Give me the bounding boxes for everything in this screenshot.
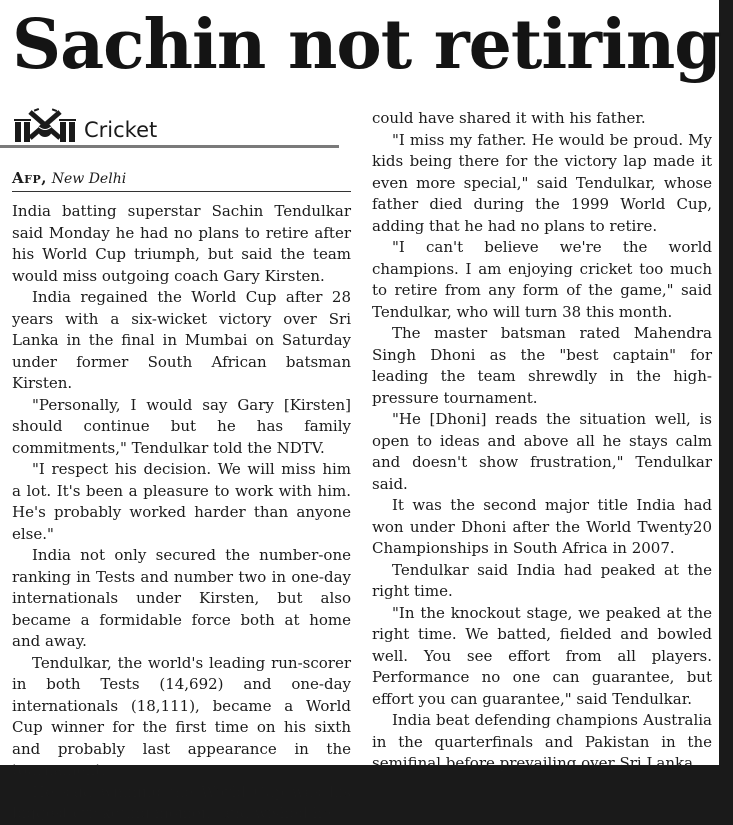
section-divider [0,145,339,148]
paragraph: "I can't believe we're the world champions. I am enjoying cricket too much to retire from any form of the game," said Tendulkar, who will turn 38 this month. [372,238,712,321]
paragraph: could have shared it with his father. [372,109,646,127]
paragraph: He said winning the World Cup was his biggest cricketing moment and wished he [12,782,351,822]
paragraph: Tendulkar said India had peaked at the right time. [372,560,712,600]
headline: Sachin not retiring [12,5,721,85]
byline-agency: Afp, [12,169,47,187]
byline [12,168,126,189]
paragraph: "In the knockout stage, we peaked at the right time. We batted, fielded and bowled well. You see effort from all players. Performance no one can guarantee, but effort you can guarantee," said Tendulkar. [372,603,712,708]
paragraph: India not only secured the number-one ranking in Tests and number two in one-day internationals under Kirsten, but also became a formidable force both at home and away. [12,546,351,650]
paragraph: "He [Dhoni] reads the situation well, is open to ideas and above all he stays calm and doesn't show frustration," Tendulkar said. [372,410,712,493]
byline-location: New Delhi [51,171,127,187]
paragraph: India batting superstar Sachin Tendulkar said Monday he had no plans to retire after his World Cup triumph, but said the team would miss outgoing coach Gary Kirsten. [12,202,351,285]
paragraph: Tendulkar, the world's leading run-scorer in both Tests (14,692) and one-day internationals (18,111), became a World Cup winner for the first time on his sixth and probably last appearance in the tournament. [12,653,351,779]
paragraph: "I respect his decision. We will miss him a lot. It's been a pleasure to work with him. He's probably worked harder than anyone else." [12,460,351,543]
cricket-logo-icon [12,108,80,144]
paragraph: India beat defending champions Australia in the quarterfinals and Pakistan in the semifinal before prevailing over Sri Lanka. [372,711,712,772]
paragraph: India regained the World Cup after 28 years with a six-wicket victory over Sri Lanka in the final in Mumbai on Saturday under former South African batsman Kirsten. [12,288,351,392]
paragraph: It was the second major title India had won under Dhoni after the World Twenty20 Championships in South Africa in 2007. [372,496,712,557]
article-column-left [12,201,351,825]
byline-divider [12,191,351,192]
paragraph: "Personally, I would say Gary [Kirsten] should continue but he has family commitments," Tendulkar told the NDTV. [12,395,351,457]
article-column-right [372,108,712,775]
section-header [12,108,351,148]
section-label: Cricket [84,118,158,142]
paragraph: The master batsman rated Mahendra Singh Dhoni as the "best captain" for leading the team shrewdly in the high-pressure tournament. [372,324,712,407]
paragraph: "I miss my father. He would be proud. My kids being there for the victory lap made it even more special," said Tendulkar, whose father died during the 1999 World Cup, adding that he had no plans to retire. [372,130,712,235]
